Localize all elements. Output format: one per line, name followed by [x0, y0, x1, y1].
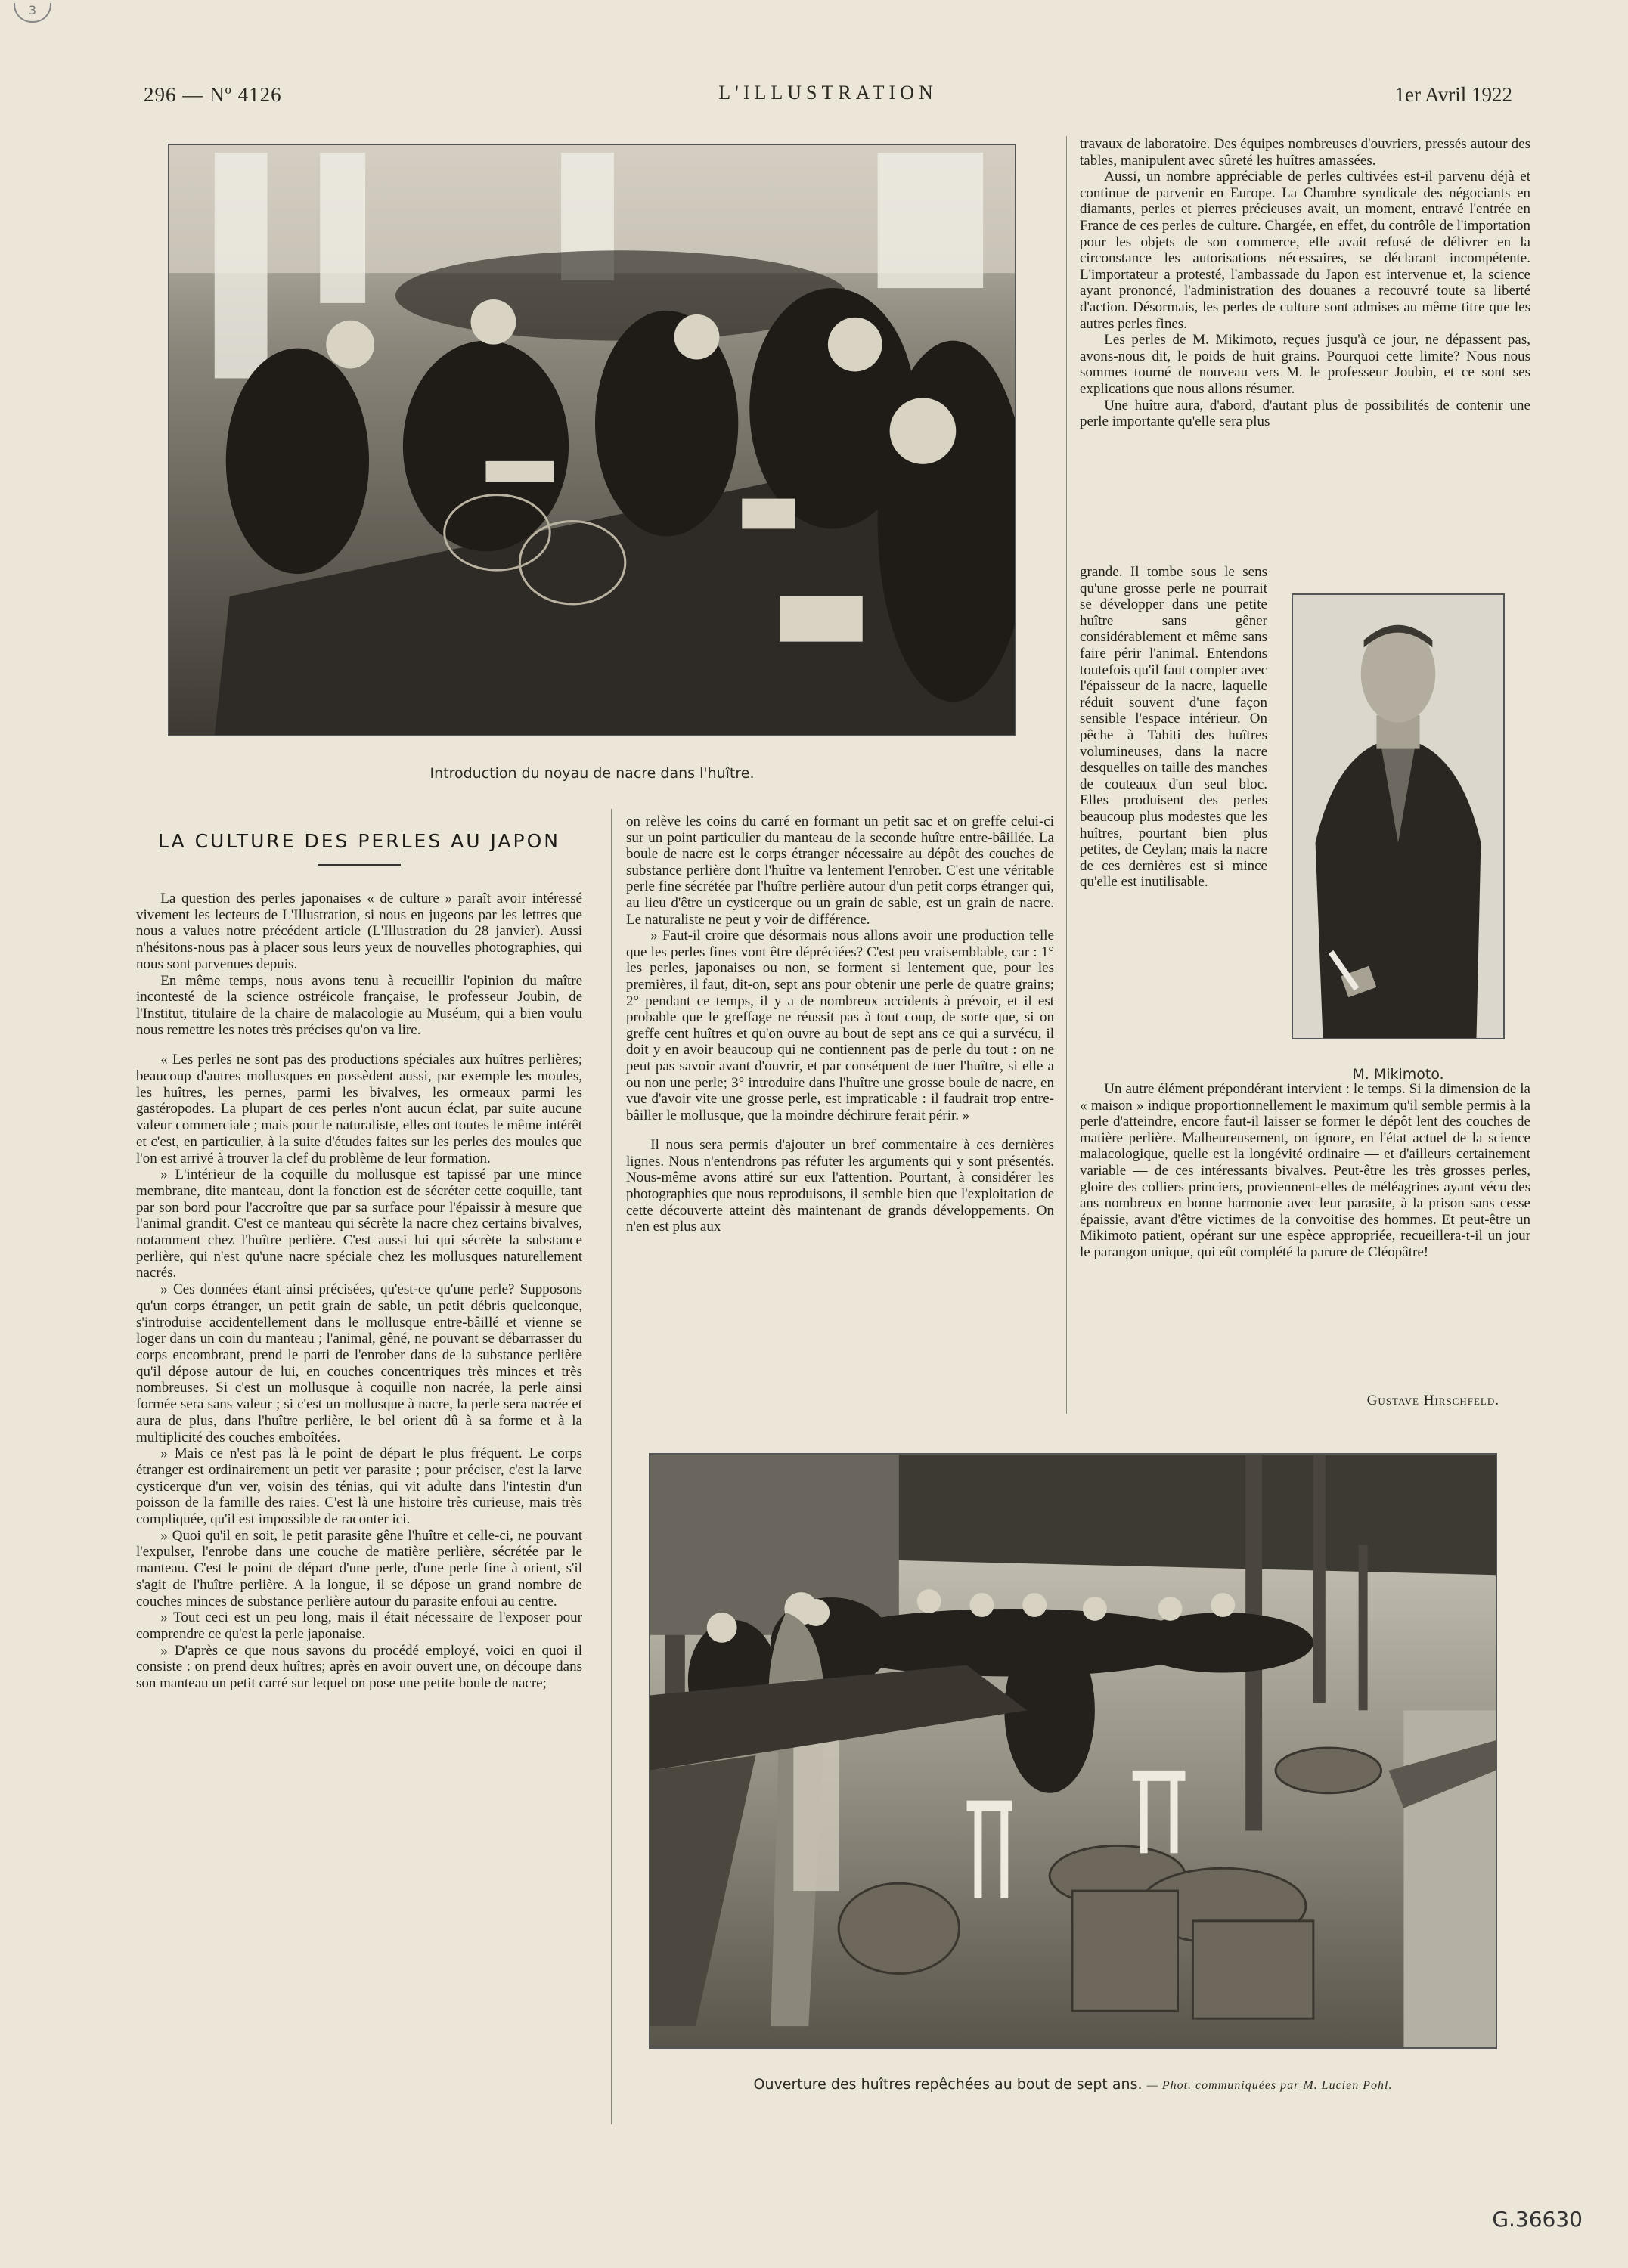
paragraph: » Ces données étant ainsi précisées, qu'est-ce qu'une perle? Supposons qu'un corps étranger, un petit grain de sable, un petit débris quelconque, s'introduise accidentellement dans le mollusque entre-bâillé et vienne se loger dans un coin du manteau ; l'animal, gêné, ne pouvant se débarrasser du corps encombrant, prend le parti de l'enrober dans de la substance perlière qu'il dépose autour de lui, en couches concentriques très minces et très nombreuses. Si c'est un mollusque à coquille non nacrée, la perle ainsi formée sera sans valeur ; si c'est un mollusque à nacre, la perle sera nacrée et aura de plus, dans l'huître perlière, le bel orient dû à sa forme et à la multiplicité des couches emboîtées. — [136, 1281, 582, 1445]
oyster-opening-photo — [649, 1453, 1497, 2049]
workshop-photo — [168, 144, 1016, 736]
article-column-1 — [136, 891, 582, 1692]
archive-reference: G.36630 — [1492, 2207, 1583, 2232]
article-column-3-narrow — [1080, 564, 1267, 891]
article-column-3-bottom — [1080, 1081, 1530, 1261]
article-column-2 — [626, 813, 1054, 1235]
paragraph: » Mais ce n'est pas là le point de départ le plus fréquent. Le corps étranger est ordinairement un petit ver parasite ; pour préciser, c'est la larve cysticerque d'un ver, voisin des ténias, qui vit adulte dans l'intestin d'un poisson de la famille des raies. C'est là une histoire très curieuse, mais très compliquée, qu'il est impossible de raconter ici. — [136, 1445, 582, 1528]
author-signature: Gustave Hirschfeld. — [1366, 1393, 1499, 1408]
paragraph: on relève les coins du carré en formant un petit sac et on greffe celui-ci sur un point particulier du manteau de la seconde huître entre-bâillée. La boule de nacre est le corps étranger nécessaire au dépôt des couches de substance perlière dont l'huître va lentement l'enrober. C'est une véritable perle fine sécrétée par l'huître perlière autour d'un petit corps étranger qui, au lieu d'être un cysticerque ou un grain de sable, est un grain de nacre. Le naturaliste ne peut y voir de différence. — [626, 813, 1054, 928]
paragraph: Il nous sera permis d'ajouter un bref commentaire à ces dernières lignes. Nous n'entendrons pas réfuter les arguments qui y sont présentés. Nous-même avons attiré sur eux l'attention. Pourtant, à considérer les photographies que nous reproduisons, il semble bien que l'exploitation de cette découverte atteint dès maintenant de grands développements. On n'en est plus aux — [626, 1137, 1054, 1235]
paragraph: grande. Il tombe sous le sens qu'une grosse perle ne pourrait se développer dans une petite huître sans gêner considérablement et même sans faire périr l'animal. Entendons toutefois qu'il faut compter avec l'épaisseur de la nacre, laquelle réduit souvent d'une façon sensible l'espace intérieur. On pêche à Tahiti des huîtres volumineuses, dans la nacre desquelles on taille des manches de couteaux d'un seul bloc. Elles produisent des perles beaucoup plus modestes que les huîtres, pourtant bien plus petites, de Ceylan; mais la nacre de ces dernières est si mince qu'elle est inutilisable. — [1080, 564, 1267, 891]
column-divider — [1066, 136, 1067, 1414]
title-rule — [318, 864, 401, 866]
portrait-caption: M. Mikimoto. — [1352, 1066, 1444, 1083]
issue-date: 1er Avril 1922 — [1394, 83, 1512, 106]
oyster-photo-caption — [649, 2076, 1497, 2093]
paragraph: Une huître aura, d'abord, d'autant plus de possibilités de contenir une perle importante qu'elle sera plus — [1080, 397, 1530, 430]
photo-credit: — Phot. communiquées par M. Lucien Pohl. — [1146, 2079, 1393, 2092]
page-header — [144, 80, 1512, 110]
page-number: 296 — Nº 4126 — [144, 83, 282, 106]
paragraph: En même temps, nous avons tenu à recueillir l'opinion du maître incontesté de la science ostréicole française, le professeur Joubin, de l'Institut, titulaire de la chaire de malacologie au Muséum, qui a bien voulu nous remettre les notes très précises qu'on va lire. — [136, 972, 582, 1038]
paragraph: » L'intérieur de la coquille du mollusque est tapissé par une mince membrane, dite manteau, dont la fonction est de sécréter cette coquille, tant par son bord pour l'accroître que par sa surface pour l'épaissir à mesure que l'animal grandit. C'est ce manteau qui sécrète la nacre chez certains bivalves, notamment chez l'huître perlière. C'est aussi lui qui sécrète la substance perlière, qui n'est qu'une nacre spéciale chez les mollusques naturellement nacrés. — [136, 1167, 582, 1281]
mikimoto-portrait — [1292, 593, 1505, 1040]
paragraph: La question des perles japonaises « de culture » paraît avoir intéressé vivement les lecteurs de L'Illustration, si nous en jugeons par les lettres que nous a values notre précédent article (L'Illustration du 28 janvier). Aussi n'hésitons-nous pas à placer sous leurs yeux de nouvelles photographies, qui nous sont parvenues depuis. — [136, 891, 582, 972]
workshop-photo-caption: Introduction du noyau de nacre dans l'huître. — [429, 765, 755, 782]
article-heading — [132, 830, 586, 875]
column-divider — [611, 809, 612, 2124]
paragraph: travaux de laboratoire. Des équipes nombreuses d'ouvriers, pressés autour des tables, manipulent avec sûreté les huîtres amassées. — [1080, 136, 1530, 169]
paragraph: » Tout ceci est un peu long, mais il était nécessaire de l'exposer pour comprendre ce qu'est la perle japonaise. — [136, 1610, 582, 1642]
paragraph: Aussi, un nombre appréciable de perles cultivées est-il parvenu déjà et continue de parvenir en Europe. La Chambre syndicale des négociants en diamants, perles et pierres précieuses avait, un moment, entravé l'entrée en France de ces perles de culture. Chargée, en effet, du contrôle de l'importation pour les objets de son commerce, elle avait refusé de délivrer en la circonstance les autorisations nécessaires, se déclarant incompétente. L'importateur a protesté, l'ambassade du Japon est intervenue et, la science ayant prononcé, l'administration des douanes a recouvré toute sa liberté d'action. Désormais, les perles de culture sont admises au même titre que les autres perles fines. — [1080, 169, 1530, 332]
paragraph: Un autre élément prépondérant intervient : le temps. Si la dimension de la « maison » indique proportionnellement le maximum qu'il semble permis à la perle d'atteindre, encore faut-il laisser se former le dépôt lent des couches de matière perlière. Malheureusement, on ignore, en l'état actuel de la science malacologique, quelle est la longévité ordinaire — et d'ailleurs certainement variable — de ces intéressants bivalves. Peut-être les très grosses perles, gloire des colliers princiers, proviennent-elles de méléagrines ayant vécu des ans nombreux en bonne harmonie avec leur parasite, à la prison sans cesse épaissie, avant d'être victimes de la convoitise des hommes. Et peut-être un Mikimoto patient, opérant sur une espèce appropriée, recueillera-t-il un jour le parangon unique, qui eût complété la parure de Cléopâtre! — [1080, 1081, 1530, 1260]
archive-corner-mark: 3 — [14, 3, 51, 23]
article-title: LA CULTURE DES PERLES AU JAPON — [158, 830, 560, 852]
article-column-3-top — [1080, 136, 1530, 430]
paragraph: » Quoi qu'il en soit, le petit parasite gêne l'huître et celle-ci, ne pouvant l'expulser, l'enrobe dans une couche de matière perlière, sécrétée par le manteau. C'est le point de départ d'une perle, d'une perle fine à orient, s'il s'agit de l'huître perlière. A la longue, il se dépose un grand nombre de couches minces de substance perlière autour du parasite enfoui au centre. — [136, 1527, 582, 1610]
oyster-caption-text: Ouverture des huîtres repêchées au bout de sept ans. — [753, 2076, 1143, 2093]
paragraph: » D'après ce que nous savons du procédé employé, voici en quoi il consiste : on prend deux huîtres; après en avoir ouvert une, on découpe dans son manteau un petit carré sur lequel on pose une petite boule de nacre; — [136, 1642, 582, 1692]
paragraph: Les perles de M. Mikimoto, reçues jusqu'à ce jour, ne dépassent pas, avons-nous dit, le poids de huit grains. Pourquoi cette limite? Nous nous sommes tourné de nouveau vers M. le professeur Joubin, et ce sont ses explications que nous allons résumer. — [1080, 332, 1530, 397]
paragraph: » Faut-il croire que désormais nous allons avoir une production telle que les perles fines vont être dépréciées? C'est peu vraisemblable, car : 1° les perles, japonaises ou non, se forment si lentement que, pour les premières, il faut, dit-on, sept ans pour obtenir une perle de quatre grains; 2° pendant ce temps, il y a de nombreux accidents à prévoir, et il est probable que le greffage ne réussit pas à tout coup, de sorte que, si on greffe cent huîtres et qu'on ouvre au bout de sept ans ce qui a survécu, il doit y en avoir beaucoup qui ne contiennent pas de perle du tout : on ne peut pas savoir avant d'ouvrir, et par conséquent de tuer l'huître, si elle a ou non une perle; 3° introduire dans l'huître une grosse boule de nacre, en vue d'avoir vite une grosse perle, est impraticable : il faudrait trop entre-bâiller le mollusque, que la moindre déchirure ferait périr. » — [626, 928, 1054, 1123]
paragraph: « Les perles ne sont pas des productions spéciales aux huîtres perlières; beaucoup d'autres mollusques en possèdent aussi, par exemple les moules, les huîtres, les pernes, parmi les bivalves, les ormeaux parmi les gastéropodes. La plupart de ces perles n'ont aucun éclat, par suite aucune valeur commerciale ; mais pour le naturaliste, elles ont toutes le même intérêt et c'est, en particulier, à la suite d'études faites sur les perles des moules que l'on est arrivé à trouver la clef du problème de leur formation. — [136, 1052, 582, 1167]
journal-title: L'ILLUSTRATION — [718, 82, 938, 104]
